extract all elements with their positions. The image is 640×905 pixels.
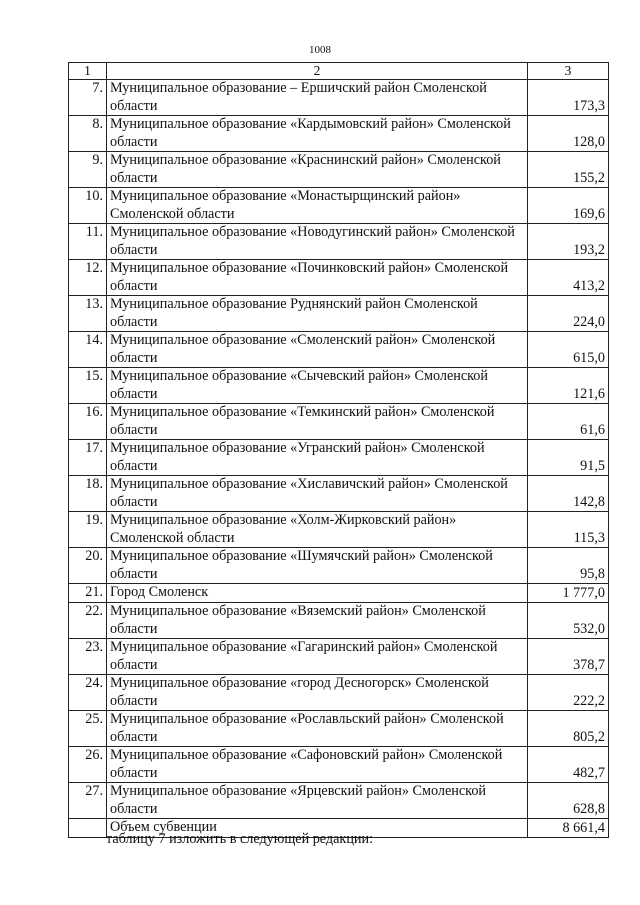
row-number: 16. [69,404,107,440]
row-name: Муниципальное образование «Вяземский район» Смоленской области [107,603,528,639]
row-value: 378,7 [528,639,609,675]
row-number: 11. [69,224,107,260]
row-number: 10. [69,188,107,224]
footer-text: таблицу 7 изложить в следующей редакции: [106,831,374,847]
row-number: 24. [69,675,107,711]
table-row [69,404,609,440]
table-row [69,783,609,819]
table-row [69,548,609,584]
table-row [69,80,609,116]
row-value: 615,0 [528,332,609,368]
row-number: 18. [69,476,107,512]
row-value: 628,8 [528,783,609,819]
row-name: Муниципальное образование «Сычевский район» Смоленской области [107,368,528,404]
row-number: 17. [69,440,107,476]
table-row [69,440,609,476]
row-name: Муниципальное образование «Кардымовский район» Смоленской области [107,116,528,152]
row-number: 15. [69,368,107,404]
row-name: Муниципальное образование «Ярцевский район» Смоленской области [107,783,528,819]
table-row [69,296,609,332]
row-number: 22. [69,603,107,639]
row-number: 8. [69,116,107,152]
row-number: 26. [69,747,107,783]
total-number [69,819,107,838]
table-row [69,116,609,152]
row-value: 115,3 [528,512,609,548]
table-row [69,747,609,783]
row-number: 19. [69,512,107,548]
header-col-2: 2 [107,63,528,80]
row-number: 20. [69,548,107,584]
row-value: 95,8 [528,548,609,584]
table-row [69,224,609,260]
row-value: 91,5 [528,440,609,476]
table-row [69,711,609,747]
row-name: Муниципальное образование «Краснинский район» Смоленской области [107,152,528,188]
table-row [69,152,609,188]
row-value: 61,6 [528,404,609,440]
row-name: Муниципальное образование «Гагаринский район» Смоленской области [107,639,528,675]
row-number: 21. [69,584,107,603]
row-value: 193,2 [528,224,609,260]
row-number: 13. [69,296,107,332]
row-name: Муниципальное образование Руднянский район Смоленской области [107,296,528,332]
table-row [69,675,609,711]
row-value: 128,0 [528,116,609,152]
row-name: Город Смоленск [107,584,528,603]
row-value: 155,2 [528,152,609,188]
row-number: 25. [69,711,107,747]
subvention-table [68,62,609,838]
table-row [69,332,609,368]
table-row [69,639,609,675]
row-number: 27. [69,783,107,819]
total-value: 8 661,4 [528,819,609,838]
row-value: 222,2 [528,675,609,711]
row-value: 169,6 [528,188,609,224]
row-name: Муниципальное образование «Холм-Жирковский район» Смоленской области [107,512,528,548]
row-value: 532,0 [528,603,609,639]
row-name: Муниципальное образование «Починковский район» Смоленской области [107,260,528,296]
row-name: Муниципальное образование «Рославльский район» Смоленской области [107,711,528,747]
row-name: Муниципальное образование «Темкинский район» Смоленской области [107,404,528,440]
header-col-3: 3 [528,63,609,80]
table-row [69,584,609,603]
table-row [69,476,609,512]
row-number: 9. [69,152,107,188]
page-number: 1008 [309,44,331,56]
table-row [69,188,609,224]
header-col-1: 1 [69,63,107,80]
row-name: Муниципальное образование «Хиславичский район» Смоленской области [107,476,528,512]
row-value: 142,8 [528,476,609,512]
table-row [69,260,609,296]
row-name: Муниципальное образование «Смоленский район» Смоленской области [107,332,528,368]
table-row [69,603,609,639]
row-name: Муниципальное образование «Угранский район» Смоленской области [107,440,528,476]
row-value: 413,2 [528,260,609,296]
row-name: Муниципальное образование «город Десногорск» Смоленской области [107,675,528,711]
row-name: Муниципальное образование «Шумячский район» Смоленской области [107,548,528,584]
row-value: 224,0 [528,296,609,332]
table-header-row [69,63,609,80]
row-value: 805,2 [528,711,609,747]
row-number: 14. [69,332,107,368]
row-value: 121,6 [528,368,609,404]
table-row [69,368,609,404]
row-name: Муниципальное образование «Монастырщинский район» Смоленской области [107,188,528,224]
row-value: 173,3 [528,80,609,116]
row-number: 7. [69,80,107,116]
row-number: 23. [69,639,107,675]
row-name: Муниципальное образование «Сафоновский район» Смоленской области [107,747,528,783]
total-label: Объем субвенции [107,819,528,838]
row-value: 482,7 [528,747,609,783]
table-row [69,512,609,548]
row-number: 12. [69,260,107,296]
row-name: Муниципальное образование – Ершичский район Смоленской области [107,80,528,116]
row-value: 1 777,0 [528,584,609,603]
row-name: Муниципальное образование «Новодугинский район» Смоленской области [107,224,528,260]
